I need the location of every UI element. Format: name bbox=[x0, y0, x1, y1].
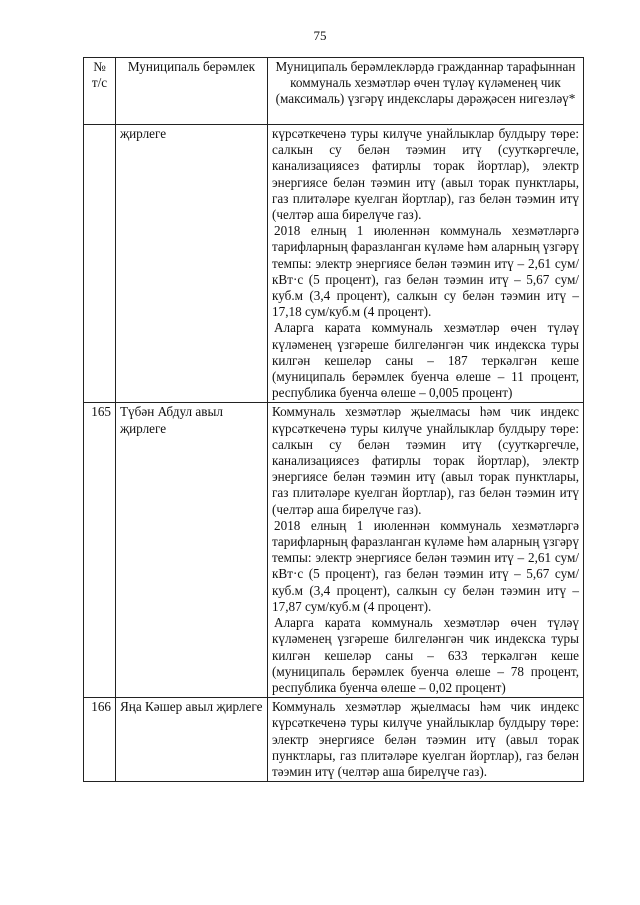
header-municipality: Муниципаль берәмлек bbox=[116, 58, 268, 125]
description-paragraph: 2018 елның 1 июленнән коммуналь хезмәтләргә тарифларның фаразланган күләме һәм аларның үзгәрү темпы: электр энергиясе белән тәэмин итү – 2,61 сум/кВт·с (5 процент), газ белән тәэмин итү – 5,67 сум/куб.м (3,4 процент), салкын су белән тәэмин итү – 17,87 сум/куб.м (4 процент). bbox=[272, 517, 579, 614]
table-row bbox=[84, 403, 584, 698]
description-paragraph: Коммуналь хезмәтләр җыелмасы һәм чик индекс күрсәткеченә туры килүче унайлыклар булдыру төре: салкын су белән тәэмин итү (сууткәргечле, канализациясез фатирлы торак йортлар), электр энергиясе белән тәэмин итү (авыл торак пунктлары, газ плитәләре куелган йортлар), газ белән тәэмин итү (челтәр аша бирелүче газ). bbox=[272, 404, 579, 517]
row-number bbox=[84, 125, 116, 403]
row-description bbox=[268, 698, 584, 782]
description-paragraph: Аларга карата коммуналь хезмәтләр өчен түләү күләменең үзгәреше билгеләнгән чик индекска туры килгән кешеләр саны – 187 теркәлгән кеше (муниципаль берәмлек буенча өлеше – 11 процент, республика буенча өлеше – 0,005 процент) bbox=[272, 320, 579, 401]
header-number: № т/с bbox=[84, 58, 116, 125]
description-paragraph: Аларга карата коммуналь хезмәтләр өчен түләү күләменең үзгәреше билгеләнгән чик индекска туры килгән кешеләр саны – 633 теркәлгән кеше (муниципаль берәмлек буенча өлеше – 78 процент, республика буенча өлеше – 0,02 процент) bbox=[272, 615, 579, 695]
table-header-row bbox=[84, 58, 584, 125]
row-municipality: җирлеге bbox=[116, 125, 268, 403]
page-number: 75 bbox=[313, 28, 327, 43]
description-paragraph: 2018 елның 1 июленнән коммуналь хезмәтләргә тарифларның фаразланган күләме һәм аларның үзгәрү темпы: электр энергиясе белән тәэмин итү – 2,61 сум/кВт·с (5 процент), газ белән тәэмин итү – 5,67 сум/куб.м (3,4 процент), салкын су белән тәэмин итү – 17,18 сум/куб.м (4 процент). bbox=[272, 223, 579, 320]
description-paragraph: Коммуналь хезмәтләр җыелмасы һәм чик индекс күрсәткеченә туры килүче унайлыклар булдыру төре: электр энергиясе белән тәэмин итү (авыл торак пунктлары, газ плитәләре куелган йортлар), газ белән тәэмин итү (челтәр аша бирелүче газ). bbox=[272, 699, 579, 779]
row-description bbox=[268, 125, 584, 403]
table-row bbox=[84, 125, 584, 403]
row-number: 166 bbox=[84, 698, 116, 782]
municipal-tariff-table bbox=[83, 57, 584, 782]
row-description bbox=[268, 403, 584, 698]
header-basis: Муниципаль берәмлекләрдә гражданнар тарафыннан коммуналь хезмәтләр өчен түләү күләменең чик (максималь) үзгәрү индекслары дәрәҗәсен нигезләү* bbox=[268, 58, 584, 125]
row-number: 165 bbox=[84, 403, 116, 698]
row-municipality: Яңа Кәшер авыл җирлеге bbox=[116, 698, 268, 782]
row-municipality: Түбән Абдул авыл җирлеге bbox=[116, 403, 268, 698]
table-row bbox=[84, 698, 584, 782]
description-paragraph: күрсәткеченә туры килүче унайлыклар булдыру төре: салкын су белән тәэмин итү (сууткәргечле, канализациясез фатирлы торак йортлар), электр энергиясе белән тәэмин итү (авыл торак пунктлары, газ плитәләре куелган йортлар), газ белән тәэмин итү (челтәр аша бирелүче газ). bbox=[272, 126, 579, 223]
